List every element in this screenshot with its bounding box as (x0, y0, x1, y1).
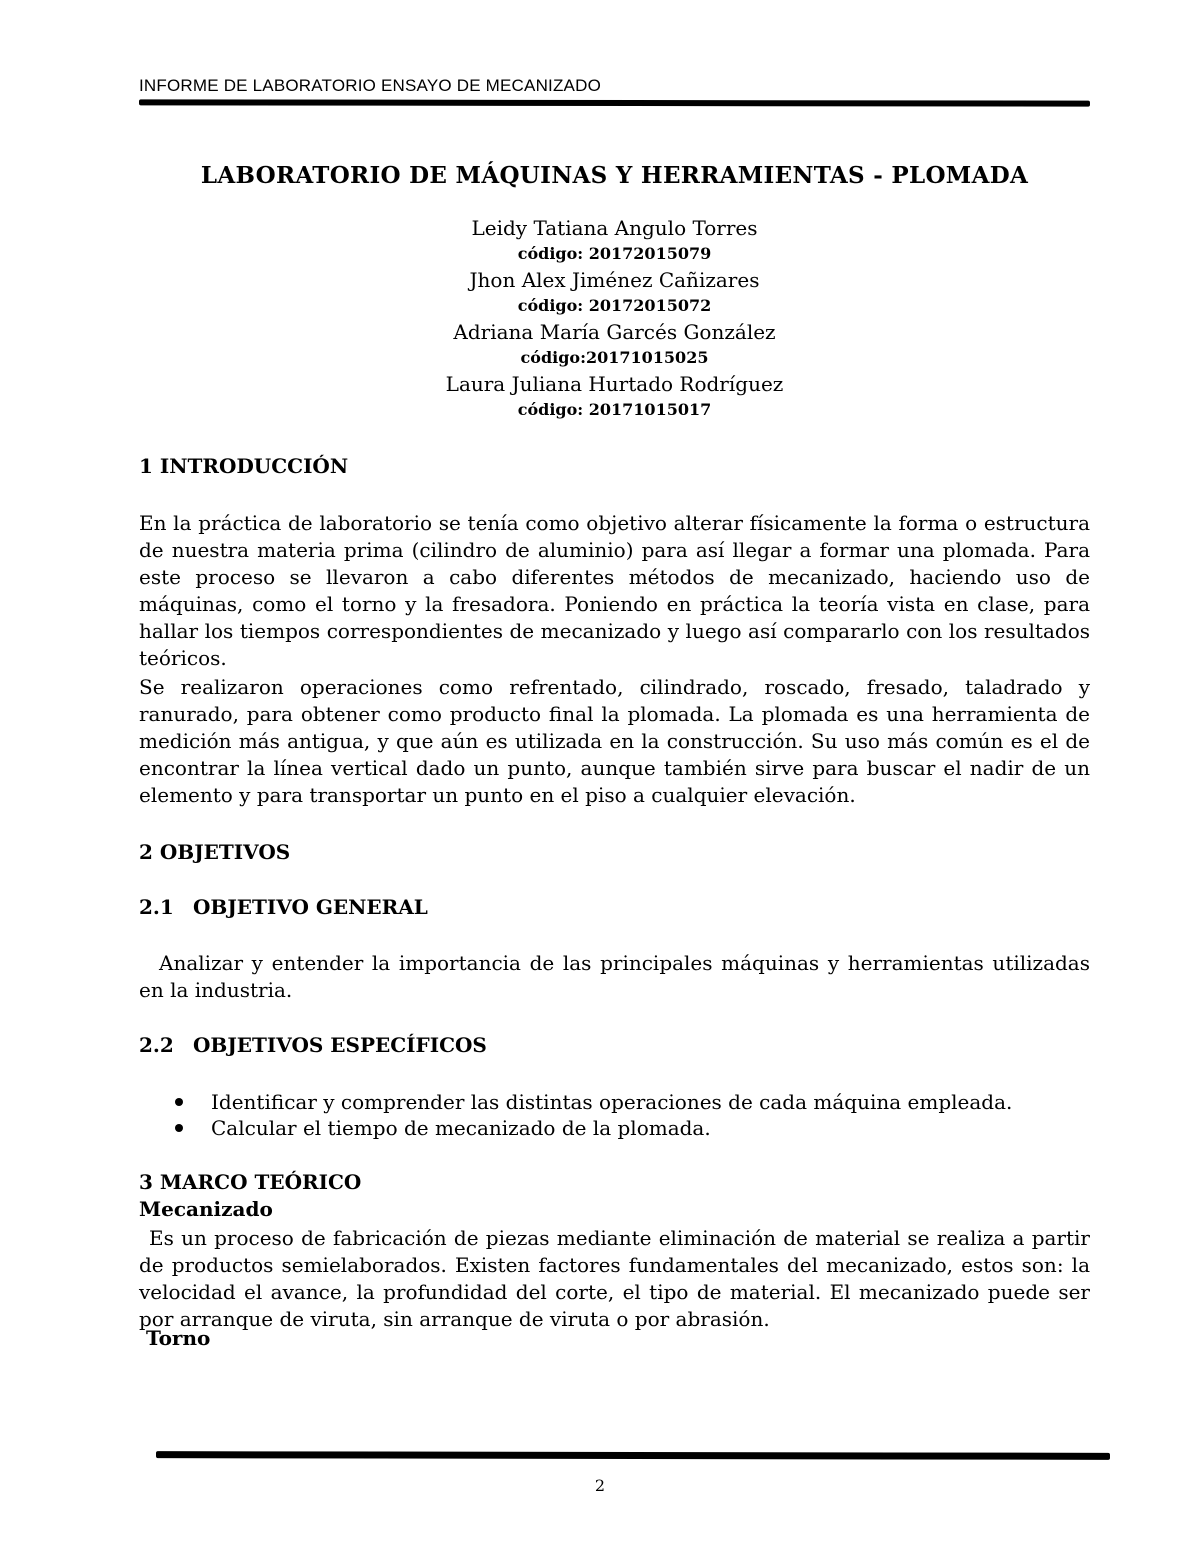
running-header: INFORME DE LABORATORIO ENSAYO DE MECANIZADO (139, 76, 601, 95)
subheading-torno: Torno (146, 1326, 211, 1350)
author-name: Adriana María Garcés González (453, 320, 776, 344)
section-heading-objetivos: 2 OBJETIVOS (139, 840, 291, 864)
subsection-number: 2.1 (139, 895, 174, 919)
section-heading-marco-teorico: 3 MARCO TEÓRICO (139, 1170, 362, 1194)
objetivos-especificos-list (139, 1089, 1090, 1141)
mecanizado-paragraph: Es un proceso de fabricación de piezas mediante eliminación de material se realiza a partir de productos semielaborados. Existen factores fundamentales del mecanizado, estos son: la velocidad el avance, la profundidad del corte, el tipo de material. El mecanizado puede ser por arranque de viruta, sin arranque de viruta o por abrasión. (139, 1226, 1090, 1331)
subsection-heading-objetivo-general (139, 895, 1090, 919)
intro-paragraph-1: En la práctica de laboratorio se tenía como objetivo alterar físicamente la forma o estructura de nuestra materia prima (cilindro de aluminio) para así llegar a formar una plomada. Para este proceso se llevaron a cabo diferentes métodos de mecanizado, haciendo uso de máquinas, como el torno y la fresadora. Poniendo en práctica la teoría vista en clase, para hallar los tiempos correspondientes de mecanizado y luego así compararlo con los resultados teóricos. (139, 511, 1090, 670)
subsection-title: OBJETIVOS ESPECÍFICOS (193, 1033, 487, 1057)
page-number: 2 (594, 1476, 606, 1495)
subsection-title: OBJETIVO GENERAL (193, 895, 428, 919)
author-name: Laura Juliana Hurtado Rodríguez (445, 372, 784, 396)
author-code: código: 20172015079 (517, 244, 712, 263)
bullet-icon (175, 1124, 183, 1132)
author-entry (139, 266, 1090, 318)
author-name: Leidy Tatiana Angulo Torres (471, 216, 758, 240)
document-title: LABORATORIO DE MÁQUINAS Y HERRAMIENTAS - PLOMADA (200, 162, 1029, 189)
author-entry (139, 318, 1090, 370)
subheading-mecanizado: Mecanizado (139, 1197, 273, 1221)
section-heading-introduccion: 1 INTRODUCCIÓN (139, 454, 349, 478)
intro-paragraph-2: Se realizaron operaciones como refrentado, cilindrado, roscado, fresado, taladrado y ranurado, para obtener como producto final la plomada. La plomada es una herramienta de medición más antigua, y que aún es utilizada en la construcción. Su uso más común es el de encontrar la línea vertical dado un punto, aunque también sirve para buscar el nadir de un elemento y para transportar un punto en el piso a cualquier elevación. (139, 675, 1090, 807)
subsection-heading-objetivos-especificos (139, 1033, 1090, 1057)
author-entry (139, 370, 1090, 422)
author-code: código: 20171015017 (517, 400, 712, 419)
bullet-icon (175, 1098, 183, 1106)
author-list (139, 214, 1090, 422)
footer-rule (156, 1451, 1110, 1460)
objetivo-general-text: Analizar y entender la importancia de las principales máquinas y herramientas utilizadas en la industria. (139, 951, 1090, 1002)
author-code: código: 20172015072 (517, 296, 712, 315)
author-name: Jhon Alex Jiménez Cañizares (469, 268, 760, 292)
author-code: código:20171015025 (520, 348, 709, 367)
header-rule (139, 99, 1090, 106)
list-item: Identificar y comprender las distintas operaciones de cada máquina empleada. (139, 1089, 1090, 1115)
subsection-number: 2.2 (139, 1033, 174, 1057)
list-item: Calcular el tiempo de mecanizado de la plomada. (139, 1115, 1090, 1141)
author-entry (139, 214, 1090, 266)
